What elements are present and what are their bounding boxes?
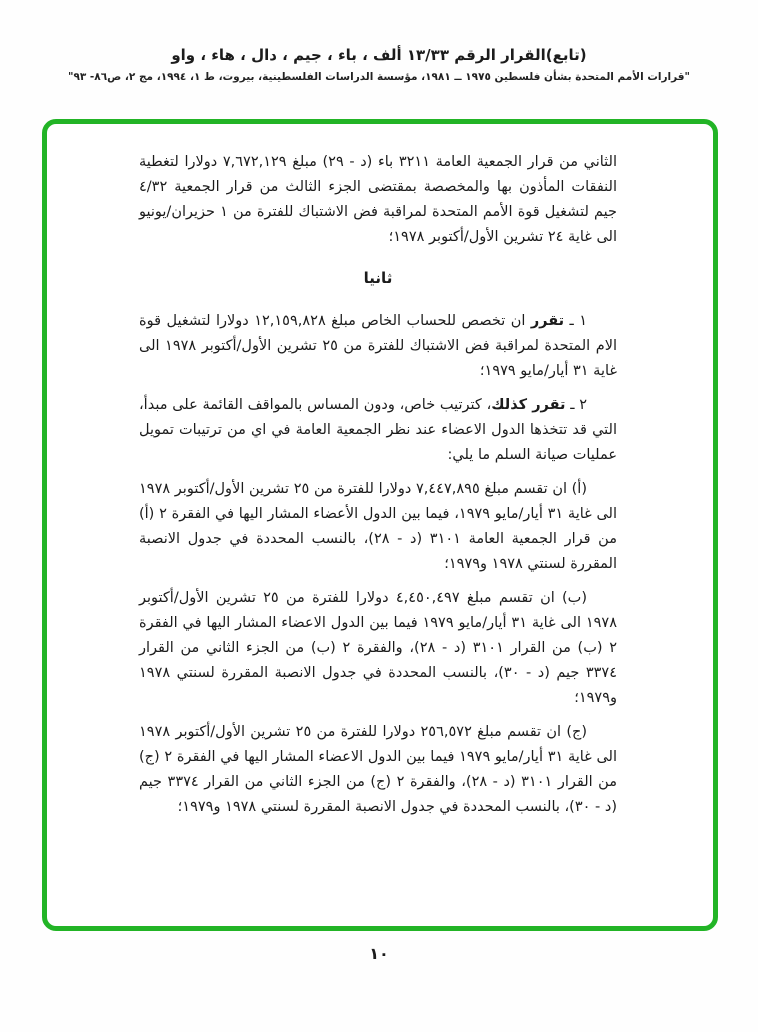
list-item-2-number: ٢ ـ: [565, 397, 587, 413]
list-item-2: [139, 393, 617, 468]
resolution-title: (تابع)القرار الرقم ١٣/٣٣ ألف ، باء ، جيم ، دال ، هاء ، واو: [171, 46, 587, 64]
intro-paragraph: الثاني من قرار الجمعية العامة ٣٢١١ باء (د - ٢٩) مبلغ ٧,٦٧٢,١٢٩ دولارا لتغطية النفقات المأذون بها والمخصصة بمقتضى الجزء الثالث من قرار الجمعية ٤/٣٢ جيم لتشغيل قوة الأمم المتحدة لمراقبة فض الاشتباك للفترة من ١ حزيران/يونيو الى غاية ٢٤ تشرين الأول/أكتوبر ١٩٧٨؛: [139, 154, 617, 245]
section-heading-thaniyan: ثانيا: [363, 269, 393, 287]
document-footer: [0, 944, 758, 963]
list-item-2-text: ، كترتيب خاص، ودون المساس بالمواقف القائمة على مبدأ، التي قد تتخذها الدول الاعضاء عند نظر الجمعية العامة في اي من ترتيبات تمويل عمليات صيانة السلم ما يلي:: [139, 397, 617, 463]
sub-item-c: (ج) ان تقسم مبلغ ٢٥٦,٥٧٢ دولارا للفترة من ٢٥ تشرين الأول/أكتوبر ١٩٧٨ الى غاية ٣١ أيار/مايو ١٩٧٩ فيما بين الدول الاعضاء المشار اليها في الفقرة ٢ (ج) من القرار ٣١٠١ (د - ٢٨)، والفقرة ٢ (ج) من الجزء الثاني من القرار ٣٣٧٤ جيم (د - ٣٠)، بالنسب المحددة في جدول الانصبة المقررة لسنتي ١٩٧٨ و١٩٧٩؛: [139, 724, 617, 815]
sub-item-b: (ب) ان تقسم مبلغ ٤,٤٥٠,٤٩٧ دولارا للفترة من ٢٥ تشرين الأول/أكتوبر ١٩٧٨ الى غاية ٣١ أيار/مايو ١٩٧٩ فيما بين الدول الاعضاء المشار اليها في الفقرة ٢ (ب) من القرار ٣١٠١ (د - ٢٨)، والفقرة ٢ (ب) من الجزء الثاني من القرار ٣٣٧٤ جيم (د - ٣٠)، بالنسب المحددة في جدول الانصبة المقررة لسنتي ١٩٧٨ و١٩٧٩؛: [139, 590, 618, 706]
list-item-1-text: ان تخصص للحساب الخاص مبلغ ١٢,١٥٩,٨٢٨ دولارا لتشغيل قوة الام المتحدة لمراقبة فض الاشتباك للفترة من ٢٥ تشرين الأول/أكتوبر ١٩٧٨ الى غاية ٣١ أيار/مايو ١٩٧٩؛: [139, 313, 617, 379]
page-number: ١٠: [369, 944, 389, 963]
document-header: [0, 0, 758, 83]
list-item-2-keyword: تقرر كذلك: [491, 397, 566, 413]
sub-item-a: (أ) ان تقسم مبلغ ٧,٤٤٧,٨٩٥ دولارا للفترة من ٢٥ تشرين الأول/أكتوبر ١٩٧٨ الى غاية ٣١ أيار/مايو ١٩٧٩، فيما بين الدول الأعضاء المشار اليها في الفقرة ٢ (أ) من قرار الجمعية العامة ٣١٠١ (د - ٢٨)، بالنسب المحددة في جدول الانصبة المقررة لسنتي ١٩٧٨ و١٩٧٩؛: [139, 481, 617, 572]
list-item-1-keyword: تقرر: [530, 313, 565, 329]
green-border-frame: [42, 119, 718, 931]
document-body: [139, 150, 617, 820]
list-item-1: [139, 309, 617, 384]
source-citation: "قرارات الأمم المتحدة بشأن فلسطين ١٩٧٥ ــ ١٩٨١، مؤسسة الدراسات الفلسطينية، بيروت، ط ١، ١٩٩٤، مج ٢، ص٨٦- ٩٣": [67, 71, 691, 83]
list-item-1-number: ١ ـ: [564, 313, 588, 329]
